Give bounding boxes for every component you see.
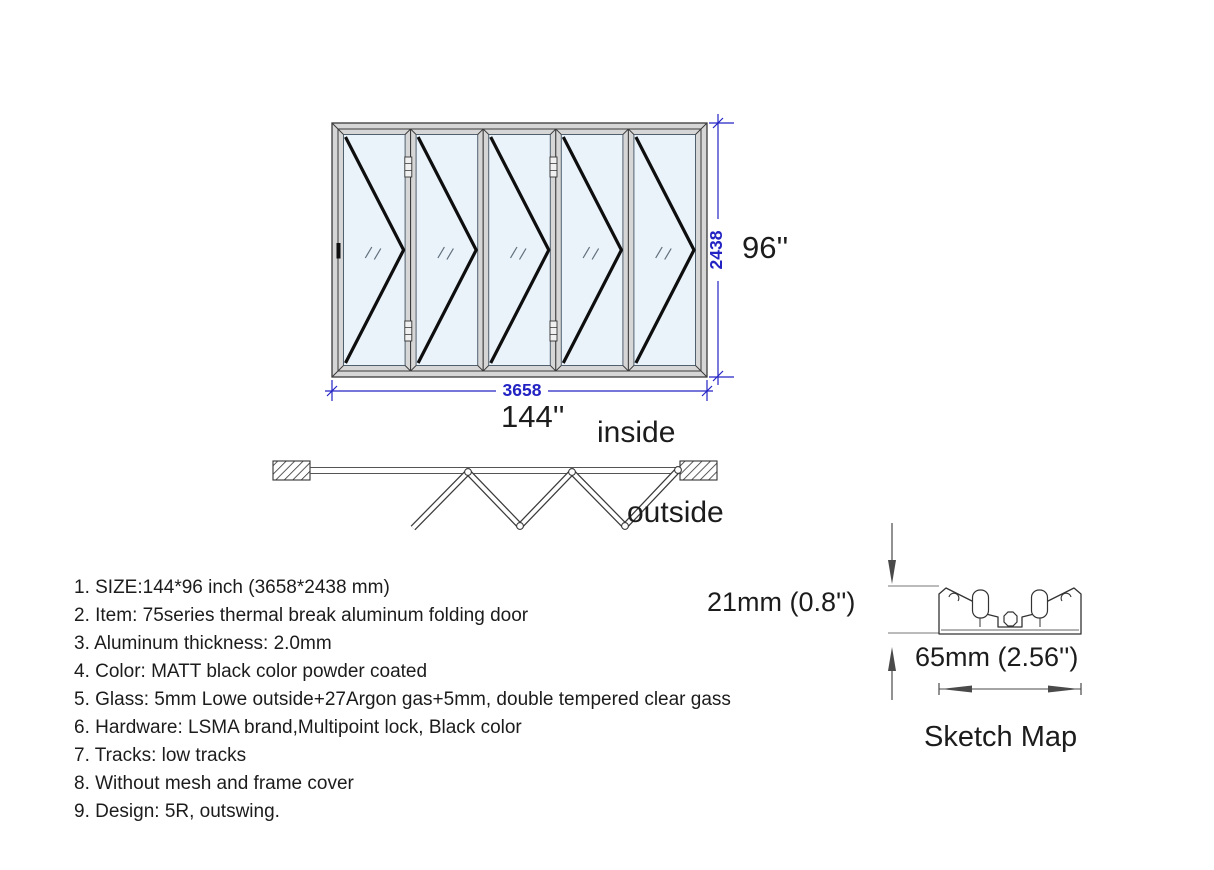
- panel-glass: [561, 135, 623, 366]
- sketch-map-title: Sketch Map: [924, 721, 1078, 753]
- track-width-label: 65mm (2.56''): [915, 642, 1079, 672]
- panel-glass: [344, 135, 406, 366]
- panel-glass: [416, 135, 478, 366]
- up-arrow-icon: [888, 647, 896, 671]
- height-dimension-inch: 96'': [742, 230, 789, 265]
- spec-size: 1. SIZE:144*96 inch (3658*2438 mm): [74, 577, 390, 598]
- inside-label: inside: [597, 416, 676, 449]
- door-panels: [338, 129, 701, 371]
- panel-glass: [634, 135, 696, 366]
- hinge: [550, 321, 557, 341]
- width-dimension-mm: 3658: [502, 380, 542, 400]
- thermal-break-hex: [1004, 612, 1017, 626]
- left-arrow-icon: [941, 686, 972, 693]
- right-arrow-icon: [1048, 686, 1079, 693]
- panel-glass: [489, 135, 551, 366]
- spec-design: 9. Design: 5R, outswing.: [74, 801, 280, 822]
- spec-item: 2. Item: 75series thermal break aluminum folding door: [74, 605, 529, 626]
- door-elevation: [332, 123, 707, 377]
- track-lines: [310, 468, 680, 474]
- sketch-map-drawing: [888, 523, 1081, 700]
- wall-hatch-left: [273, 461, 310, 480]
- wall-hatch-right: [680, 461, 717, 480]
- hinge: [405, 321, 412, 341]
- hinge: [550, 157, 557, 177]
- roller-left: [973, 590, 989, 618]
- height-dimension-mm: 2438: [705, 230, 726, 270]
- spec-thickness: 3. Aluminum thickness: 2.0mm: [74, 633, 332, 654]
- track-profile-outline: [939, 588, 1081, 634]
- outside-label: outside: [627, 496, 724, 529]
- spec-hardware: 6. Hardware: LSMA brand,Multipoint lock, Black color: [74, 717, 522, 738]
- track-height-label: 21mm (0.8''): [707, 587, 856, 617]
- spec-glass: 5. Glass: 5mm Lowe outside+27Argon gas+5mm, double tempered clear gass: [74, 689, 731, 710]
- profile-extension-lines: [888, 586, 939, 633]
- roller-right: [1032, 590, 1048, 618]
- spec-tracks: 7. Tracks: low tracks: [74, 745, 247, 766]
- down-arrow-icon: [888, 560, 896, 584]
- spec-mesh: 8. Without mesh and frame cover: [74, 773, 354, 794]
- specification-list: [74, 574, 731, 826]
- spec-color: 4. Color: MATT black color powder coated: [74, 661, 428, 682]
- door-handle: [337, 243, 341, 259]
- hinge: [405, 157, 412, 177]
- width-dimension-inch: 144'': [501, 399, 565, 434]
